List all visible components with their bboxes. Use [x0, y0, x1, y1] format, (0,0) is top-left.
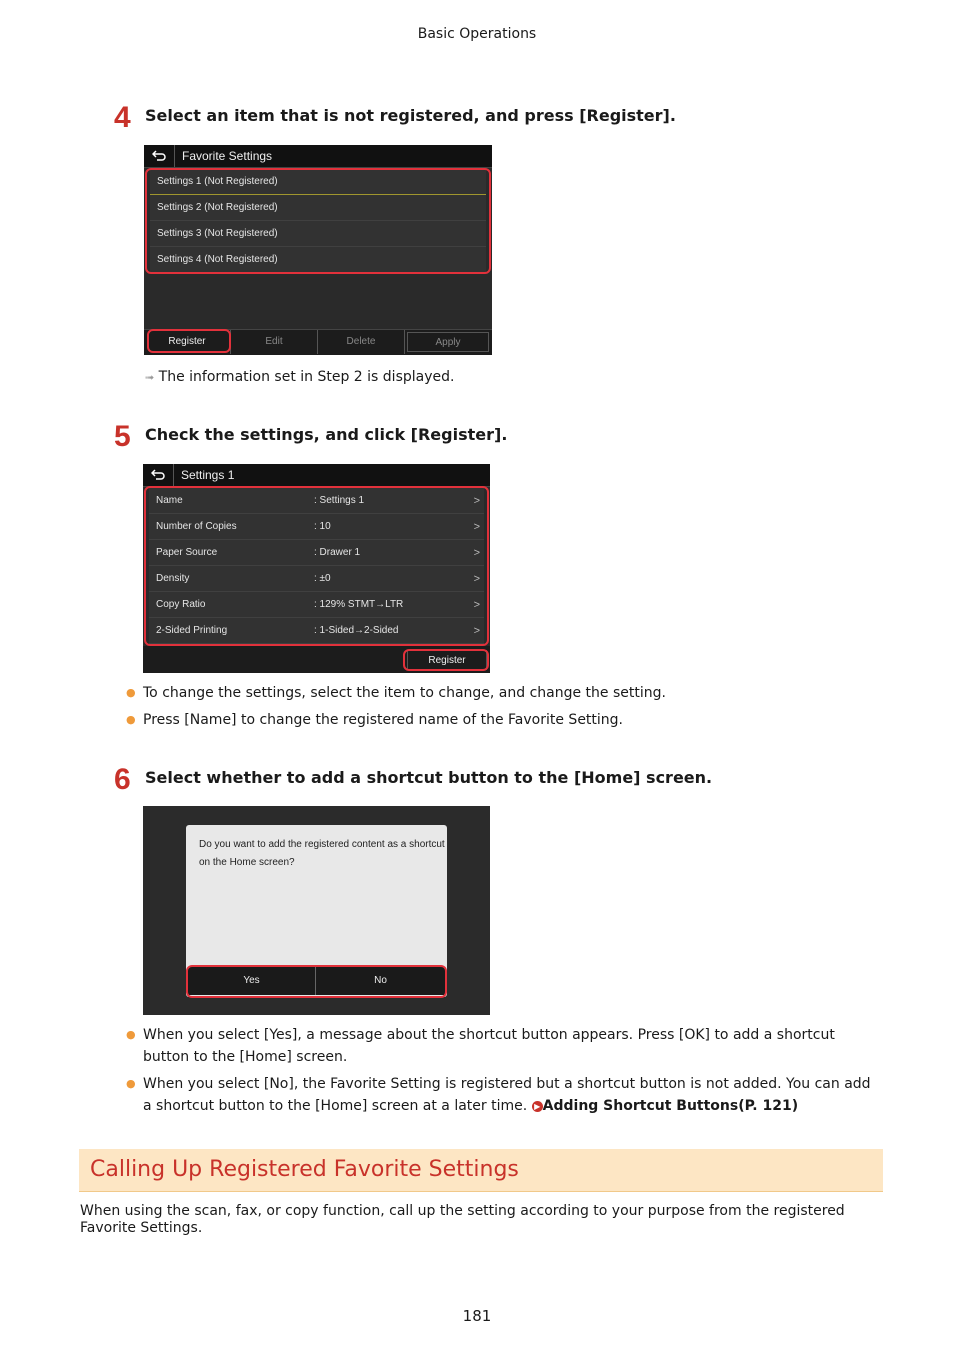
highlight-yes-no	[186, 965, 447, 998]
step-6-text: Select whether to add a shortcut button to the [Home] screen.	[145, 768, 713, 787]
setting-label: Name	[156, 495, 183, 506]
shortcut-dialog-screen	[143, 806, 490, 1015]
back-arrow-icon	[152, 150, 166, 161]
register-button[interactable]: Register	[144, 330, 231, 354]
bullet-icon: ●	[126, 1028, 136, 1041]
step-4-text: Select an item that is not registered, and press [Register].	[145, 106, 676, 125]
section-body: When using the scan, fax, or copy function, call up the setting according to your purpose from the registered Favorite Settings.	[80, 1203, 845, 1236]
back-button[interactable]	[144, 145, 175, 167]
step-number-5: 5	[114, 420, 131, 453]
list-item-label: Settings 3 (Not Registered)	[157, 228, 278, 239]
result-text: The information set in Step 2 is displayed.	[158, 369, 455, 385]
bullet-icon: ●	[126, 1077, 136, 1090]
setting-label: Paper Source	[156, 547, 218, 558]
chevron-right-icon: >	[473, 547, 480, 559]
step-5-text: Check the settings, and click [Register].	[145, 425, 508, 444]
screen-title: Favorite Settings	[182, 149, 273, 163]
section-heading-band	[79, 1149, 883, 1192]
delete-button[interactable]: Delete	[318, 330, 405, 354]
highlight-register	[147, 329, 231, 353]
register-button[interactable]: Register	[407, 650, 487, 670]
back-button[interactable]	[143, 464, 174, 486]
setting-label: Copy Ratio	[156, 599, 206, 610]
screen-title: Settings 1	[181, 468, 235, 482]
bullet-icon: ●	[126, 686, 136, 699]
chevron-right-icon: >	[473, 495, 480, 507]
step-number-4: 4	[114, 101, 131, 134]
step-5-bullet-2: ● Press [Name] to change the registered name of the Favorite Setting.	[143, 709, 883, 731]
page-number: 181	[462, 1307, 492, 1325]
chevron-right-icon: >	[473, 599, 480, 611]
setting-value: : 129% STMT→LTR	[314, 599, 404, 610]
settings-1-screen	[143, 464, 490, 673]
step-4-result	[145, 366, 454, 389]
highlight-settings-list	[144, 486, 489, 646]
back-arrow-icon	[151, 469, 165, 480]
no-button[interactable]: No	[374, 975, 387, 986]
edit-button[interactable]: Edit	[231, 330, 318, 354]
section-title: Calling Up Registered Favorite Settings	[90, 1157, 519, 1182]
setting-label: Density	[156, 573, 190, 584]
setting-value: : ±0	[314, 573, 331, 584]
highlight-list	[145, 168, 491, 274]
step-number-6: 6	[114, 763, 131, 796]
apply-button[interactable]: Apply	[407, 332, 489, 352]
running-head: Basic Operations	[417, 26, 537, 42]
step-6-bullet-1: ● When you select [Yes], a message about the shortcut button appears. Press [OK] to add a shortcut button to the [Home] screen.	[143, 1024, 883, 1068]
dialog-message: Do you want to add the registered content as a shortcut on the Home screen?	[199, 839, 445, 868]
setting-value: : Drawer 1	[314, 547, 361, 558]
title-bar	[144, 145, 492, 168]
bullet-icon: ●	[126, 713, 136, 726]
setting-value: : Settings 1	[314, 495, 365, 506]
list-item-label: Settings 4 (Not Registered)	[157, 254, 278, 265]
setting-label: 2-Sided Printing	[156, 625, 228, 636]
chevron-right-icon: >	[473, 573, 480, 585]
step-5-bullet-1: ● To change the settings, select the item to change, and change the setting.	[143, 682, 883, 704]
list-item-label: Settings 2 (Not Registered)	[157, 202, 278, 213]
list-item-label: Settings 1 (Not Registered)	[157, 176, 278, 187]
highlight-register	[403, 649, 489, 671]
yes-button[interactable]: Yes	[188, 967, 316, 995]
title-bar	[143, 464, 490, 487]
setting-value: : 1-Sided→2-Sided	[314, 625, 399, 636]
favorite-settings-screen	[144, 145, 492, 354]
chevron-right-icon: >	[473, 625, 480, 637]
cross-reference-link[interactable]: ▶ Adding Shortcut Buttons(P. 121)	[532, 1098, 798, 1114]
result-arrow-icon: ➟	[145, 371, 155, 384]
chevron-right-icon: >	[473, 521, 480, 533]
step-6-bullet-2: ● When you select [No], the Favorite Setting is registered but a shortcut button is not added. You can add a shortcut button to the [Home] screen at a later time. ▶ Adding Shortcut Buttons(P. 121)	[143, 1073, 883, 1117]
setting-label: Number of Copies	[156, 521, 237, 532]
link-arrow-icon: ▶	[532, 1101, 543, 1112]
setting-value: : 10	[314, 521, 331, 532]
